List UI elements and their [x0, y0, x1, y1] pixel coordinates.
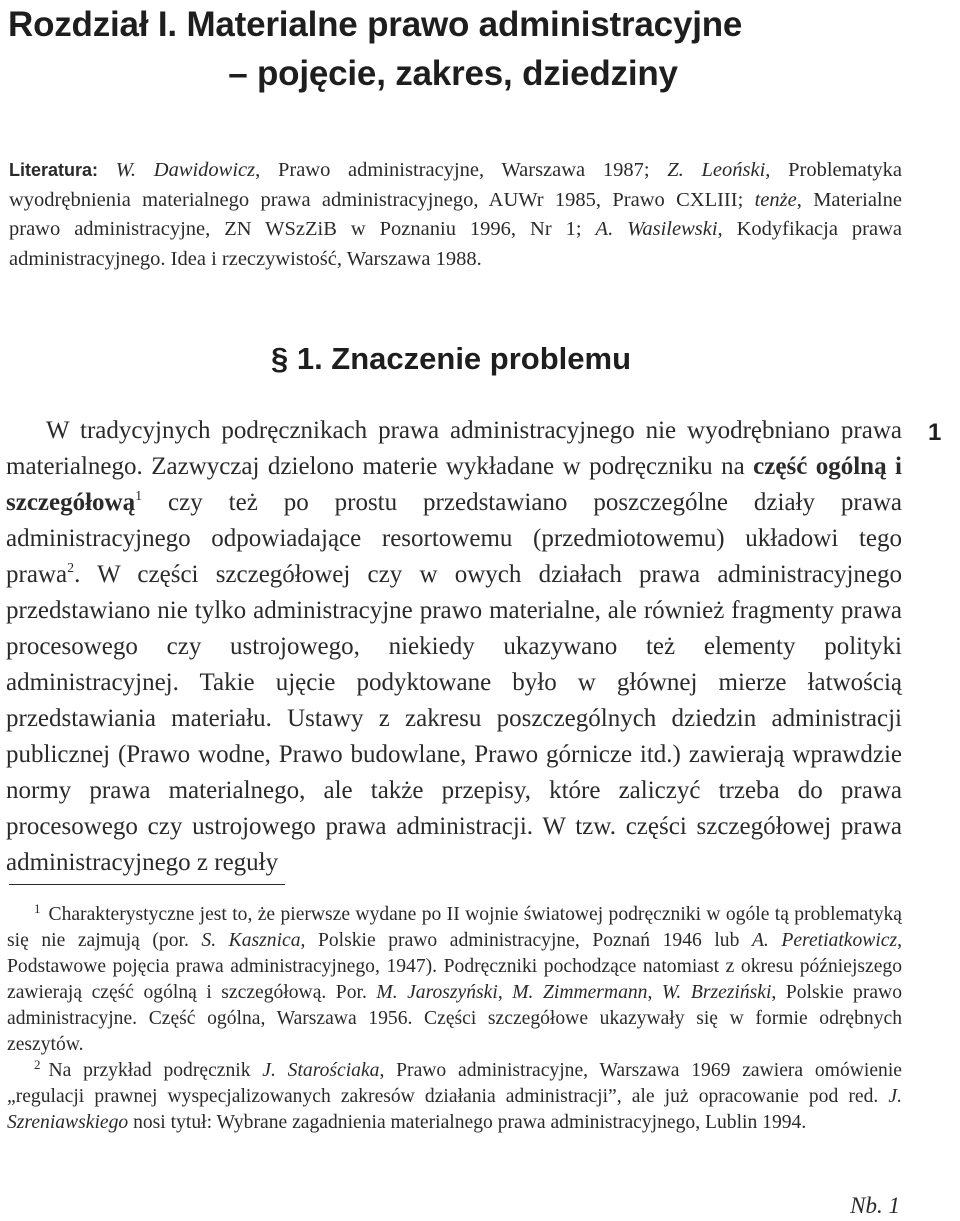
text-run: , Polskie prawo administracyjne, Poznań 1946 lub	[300, 930, 752, 951]
italic-text: A. Wasilewski	[595, 218, 718, 241]
section-heading: § 1. Znaczenie problemu	[270, 341, 632, 376]
footnote-ref-1[interactable]: 1	[135, 489, 143, 504]
chapter-title	[8, 0, 898, 98]
text-run: , Materialne prawo administracyjne, ZN WSzZiB w Poznaniu 1996, Nr 1;	[9, 188, 902, 241]
chapter-title-line-2: – pojęcie, zakres, dziedziny	[228, 54, 678, 93]
italic-text: Z. Leoński	[667, 159, 766, 181]
italic-text: tenże	[754, 188, 797, 211]
italic-text: M. Jaroszyński	[376, 982, 498, 1003]
italic-text: A. Peretiatkowicz	[751, 930, 898, 951]
body-text-segment: czy też po prostu przedstawiano poszczególne działy prawa administracyjnego odpowiadające resortowemu (przedmiotowemu) układowi tego prawa	[6, 489, 902, 588]
margin-reference: Nb. 1	[850, 1193, 900, 1218]
footnote-number: 2	[34, 1057, 41, 1072]
italic-text: W. Dawidowicz	[115, 159, 256, 181]
italic-text: J. Szreniawskiego	[7, 1086, 902, 1133]
footnote-number: 1	[34, 901, 41, 916]
italic-text: S. Kasznica	[201, 930, 301, 951]
text-run: , Polskie prawo administracyjne. Część ogólna, Warszawa 1956. Części szczegółowe ukazywały się w formie odrębnych zeszytów.	[7, 982, 903, 1055]
text-run: nosi tytuł: Wybrane zagadnienia materialnego prawa administracyjnego, Lublin 1994.	[128, 1112, 807, 1133]
literature-label: Literatura:	[9, 160, 99, 180]
footnote-ref-2[interactable]: 2	[67, 561, 75, 576]
footnote-divider	[9, 884, 285, 885]
text-run: ,	[497, 982, 513, 1003]
footnote-2	[7, 1058, 902, 1136]
footnote-text	[7, 1060, 902, 1133]
body-paragraph	[6, 413, 902, 881]
italic-text: W. Brzeziński	[661, 982, 772, 1003]
italic-text: M. Zimmermann	[512, 982, 648, 1003]
text-run: , Problematyka wyodrębnienia materialnego prawa administracyjnego, AUWr 1985, Prawo CXLIII;	[9, 159, 902, 211]
body-text-segment: W tradycyjnych podręcznikach prawa administracyjnego nie wyodrębniano prawa materialnego. Zazwyczaj dzielono materie wykładane w podręczniku na	[6, 417, 902, 480]
footnotes	[7, 902, 902, 1136]
chapter-title-line-1: Rozdział I. Materialne prawo administracyjne	[8, 5, 743, 44]
text-run: ,	[647, 982, 662, 1003]
bold-phrase: część ogólną i szczegółową	[6, 453, 902, 516]
text-run: Charakterystyczne jest to, że pierwsze wydane po II wojnie światowej podręczniki w ogóle tą problematyką się nie zajmują (por.	[7, 904, 902, 951]
text-run: Na przykład podręcznik	[48, 1060, 263, 1081]
margin-number: 1	[928, 419, 942, 446]
text-run	[98, 159, 116, 181]
body-text	[6, 413, 902, 881]
literature-list	[9, 156, 902, 275]
literature-text	[9, 159, 902, 270]
body-text-segment: . W części szczegółowej czy w owych działach prawa administracyjnego przedstawiano nie tylko administracyjne prawo materialne, ale również fragmenty prawa procesowego czy ustrojowego, niekiedy ukazywano też elementy polityki administracyjnej. Takie ujęcie podyktowane było w głównej mierze łatwością przedstawiania materiału. Ustawy z zakresu poszczególnych dziedzin administracji publicznej (Prawo wodne, Prawo budowlane, Prawo górnicze itd.) zawierają wprawdzie normy prawa materialnego, ale także przepisy, które zaliczyć trzeba do prawa procesowego czy ustrojowego prawa administracji. W tzw. części szczegółowej prawa administracyjnego z reguły	[6, 561, 902, 876]
footnote-1	[7, 902, 902, 1058]
text-run: , Prawo administracyjne, Warszawa 1969 zawiera omówienie „regulacji prawnej wyspecjalizowanych zakresów działania administracji”, ale już opracowanie pod red.	[7, 1060, 902, 1107]
italic-text: J. Starościaka	[262, 1060, 380, 1081]
text-run: , Podstawowe pojęcia prawa administracyjnego, 1947). Podręczniki pochodzące natomiast z okresu późniejszego zawierają część ogólną i szczegółową. Por.	[7, 930, 902, 1003]
text-run: , Kodyfikacja prawa administracyjnego. Idea i rzeczywistość, Warszawa 1988.	[9, 218, 902, 271]
footnote-text	[7, 904, 902, 1055]
text-run: , Prawo administracyjne, Warszawa 1987;	[255, 159, 668, 181]
